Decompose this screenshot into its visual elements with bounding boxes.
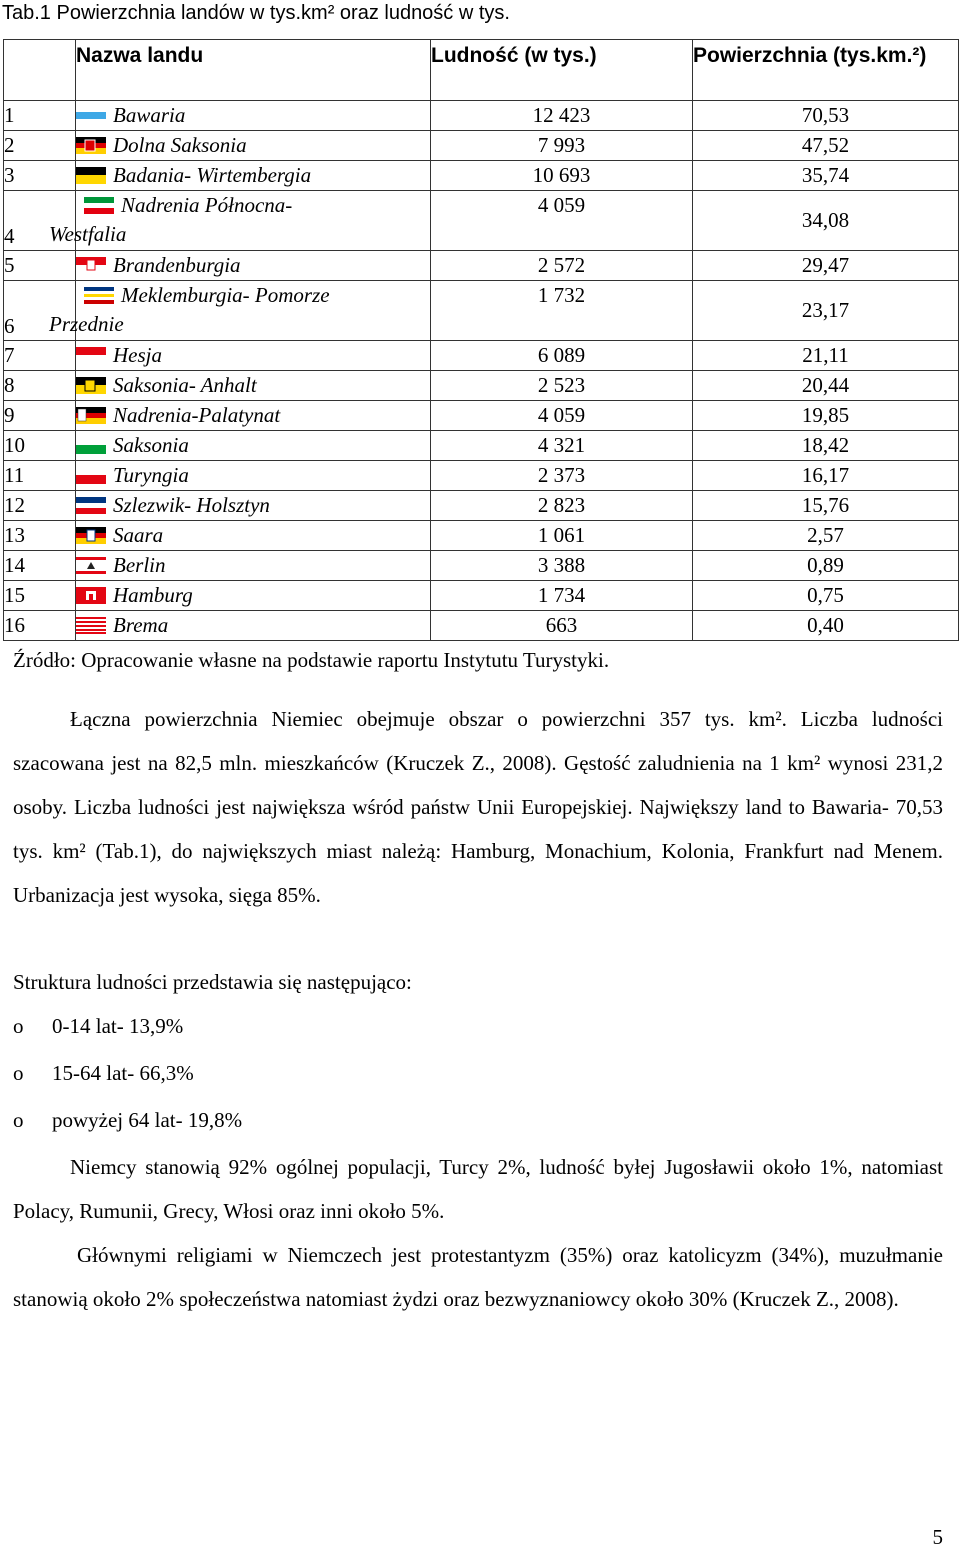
paragraph-area [13, 697, 943, 917]
bullet-marker: o [13, 1014, 24, 1038]
area-cell: 35,74 [693, 161, 959, 191]
land-name-line1: Nadrenia Północna- [121, 193, 293, 217]
table-row [4, 161, 959, 191]
table-row [4, 551, 959, 581]
baden-wurttemberg-flag-icon [76, 167, 106, 184]
land-name: Hamburg [113, 583, 193, 607]
area-cell: 19,85 [693, 401, 959, 431]
berlin-flag-icon [76, 557, 106, 574]
lower-saxony-flag-icon [76, 137, 106, 154]
land-name-cell [76, 161, 431, 191]
area-cell: 34,08 [693, 191, 959, 251]
land-name-cell [76, 611, 431, 641]
brandenburg-flag-icon [76, 257, 106, 274]
population-cell: 1 734 [431, 581, 693, 611]
row-number: 14 [4, 551, 76, 581]
land-name-cell [76, 401, 431, 431]
area-cell: 0,75 [693, 581, 959, 611]
table-row [4, 461, 959, 491]
population-cell: 12 423 [431, 101, 693, 131]
land-name: Hesja [113, 343, 162, 367]
row-number: 6 [4, 281, 76, 341]
area-cell: 20,44 [693, 371, 959, 401]
table-caption: Tab.1 Powierzchnia landów w tys.km² oraz ludność w tys. [2, 2, 510, 24]
land-name: Brema [113, 613, 169, 637]
lands-table [3, 39, 959, 641]
population-cell: 2 572 [431, 251, 693, 281]
table-row [4, 581, 959, 611]
table-row [4, 251, 959, 281]
population-cell: 7 993 [431, 131, 693, 161]
land-name: Badania- Wirtembergia [113, 163, 312, 187]
population-cell: 2 523 [431, 371, 693, 401]
land-name: Berlin [113, 553, 166, 577]
row-number: 12 [4, 491, 76, 521]
bavaria-flag-icon [76, 107, 106, 124]
area-cell: 15,76 [693, 491, 959, 521]
land-name-cell [49, 191, 431, 251]
land-name-line2: Westfalia [49, 222, 127, 246]
land-name-cell [76, 491, 431, 521]
population-cell: 1 732 [431, 281, 693, 341]
population-cell: 4 059 [431, 191, 693, 251]
land-name: Saksonia [113, 433, 189, 457]
table-header-row [4, 40, 959, 101]
bremen-flag-icon [76, 617, 106, 634]
area-cell: 70,53 [693, 101, 959, 131]
land-name: Szlezwik- Holsztyn [113, 493, 270, 517]
population-cell: 10 693 [431, 161, 693, 191]
land-name: Bawaria [113, 103, 186, 127]
population-cell: 2 373 [431, 461, 693, 491]
saxony-anhalt-flag-icon [76, 377, 106, 394]
row-number: 7 [4, 341, 76, 371]
table-row [4, 191, 959, 251]
bullet-marker: o [13, 1061, 24, 1085]
area-cell: 16,17 [693, 461, 959, 491]
land-name: Brandenburgia [113, 253, 241, 277]
bullet-text: 15-64 lat- 66,3% [52, 1061, 194, 1085]
land-name-cell [76, 101, 431, 131]
population-cell: 1 061 [431, 521, 693, 551]
row-number: 4 [4, 191, 76, 251]
table-row [4, 491, 959, 521]
population-cell: 6 089 [431, 341, 693, 371]
area-cell: 23,17 [693, 281, 959, 341]
population-cell: 4 059 [431, 401, 693, 431]
table-row [4, 521, 959, 551]
population-cell: 2 823 [431, 491, 693, 521]
nrw-flag-icon [84, 197, 114, 214]
thuringia-flag-icon [76, 467, 106, 484]
saxony-flag-icon [76, 437, 106, 454]
land-name-cell [76, 581, 431, 611]
land-name: Saara [113, 523, 164, 547]
area-cell: 47,52 [693, 131, 959, 161]
land-name-cell [76, 131, 431, 161]
land-name: Saksonia- Anhalt [113, 373, 257, 397]
bullet-item [13, 1058, 194, 1088]
hamburg-flag-icon [76, 587, 106, 604]
population-cell: 663 [431, 611, 693, 641]
area-cell: 21,11 [693, 341, 959, 371]
row-number: 11 [4, 461, 76, 491]
population-cell: 3 388 [431, 551, 693, 581]
header-area: Powierzchnia (tys.km.²) [693, 40, 959, 101]
land-name-cell [76, 461, 431, 491]
bullet-item [13, 1011, 183, 1041]
land-name-cell [76, 371, 431, 401]
land-name-cell [76, 551, 431, 581]
paragraph-nationalities [13, 1145, 943, 1233]
bullet-item [13, 1105, 242, 1135]
header-name: Nazwa landu [76, 40, 431, 101]
schleswig-holstein-flag-icon [76, 497, 106, 514]
table-row [4, 371, 959, 401]
header-no [4, 40, 76, 101]
mecklenburg-flag-icon [84, 287, 114, 304]
header-population: Ludność (w tys.) [431, 40, 693, 101]
table-source: Źródło: Opracowanie własne na podstawie raportu Instytutu Turystyki. [13, 648, 610, 672]
table-row [4, 341, 959, 371]
land-name-cell [76, 431, 431, 461]
area-cell: 18,42 [693, 431, 959, 461]
saarland-flag-icon [76, 527, 106, 544]
area-cell: 0,89 [693, 551, 959, 581]
row-number: 5 [4, 251, 76, 281]
land-name: Nadrenia-Palatynat [113, 403, 281, 427]
land-name-line1: Meklemburgia- Pomorze [121, 283, 330, 307]
row-number: 9 [4, 401, 76, 431]
paragraph-religions [13, 1233, 943, 1321]
land-name: Turyngia [113, 463, 189, 487]
table-row [4, 101, 959, 131]
row-number: 13 [4, 521, 76, 551]
paragraph-nationalities-text: Niemcy stanowią 92% ogólnej populacji, Turcy 2%, ludność byłej Jugosławii około 1%, natomiast Polacy, Rumunii, Grecy, Włosi oraz inni około 5%. [13, 1155, 943, 1223]
row-number: 3 [4, 161, 76, 191]
land-name-line2: Przednie [49, 312, 124, 336]
rhineland-palatinate-flag-icon [76, 407, 106, 424]
table-row [4, 611, 959, 641]
structure-intro: Struktura ludności przedstawia się następująco: [13, 970, 412, 994]
bullet-text: powyżej 64 lat- 19,8% [52, 1108, 243, 1132]
land-name: Dolna Saksonia [113, 133, 247, 157]
table-row [4, 131, 959, 161]
row-number: 15 [4, 581, 76, 611]
table-row [4, 281, 959, 341]
population-cell: 4 321 [431, 431, 693, 461]
hesse-flag-icon [76, 347, 106, 364]
area-cell: 0,40 [693, 611, 959, 641]
land-name-cell [76, 521, 431, 551]
bullet-marker: o [13, 1108, 24, 1132]
row-number: 10 [4, 431, 76, 461]
land-name-cell [49, 281, 431, 341]
row-number: 1 [4, 101, 76, 131]
area-cell: 29,47 [693, 251, 959, 281]
table-row [4, 401, 959, 431]
area-cell: 2,57 [693, 521, 959, 551]
paragraph-area-text: Łączna powierzchnia Niemiec obejmuje obszar o powierzchni 357 tys. km². Liczba ludności szacowana jest na 82,5 mln. mieszkańców (Kruczek Z., 2008). Gęstość zaludnienia na 1 km² wynosi 231,2 osoby. Liczba ludności jest największa wśród państw Unii Europejskiej. Największy land to Bawaria- 70,53 tys. km² (Tab.1), do największych miast należą: Hamburg, Monachium, Kolonia, Frankfurt nad Menem. Urbanizacja jest wysoka, sięga 85%. [13, 707, 943, 907]
table-row [4, 431, 959, 461]
land-name-cell [76, 251, 431, 281]
row-number: 2 [4, 131, 76, 161]
paragraph-religions-text: Głównymi religiami w Niemczech jest protestantyzm (35%) oraz katolicyzm (34%), muzułmanie stanowią około 2% społeczeństwa natomiast żydzi oraz bezwyznaniowcy około 30% (Kruczek Z., 2008). [13, 1243, 943, 1311]
row-number: 16 [4, 611, 76, 641]
row-number: 8 [4, 371, 76, 401]
bullet-text: 0-14 lat- 13,9% [52, 1014, 184, 1038]
land-name-cell [76, 341, 431, 371]
page-number: 5 [932, 1525, 943, 1549]
